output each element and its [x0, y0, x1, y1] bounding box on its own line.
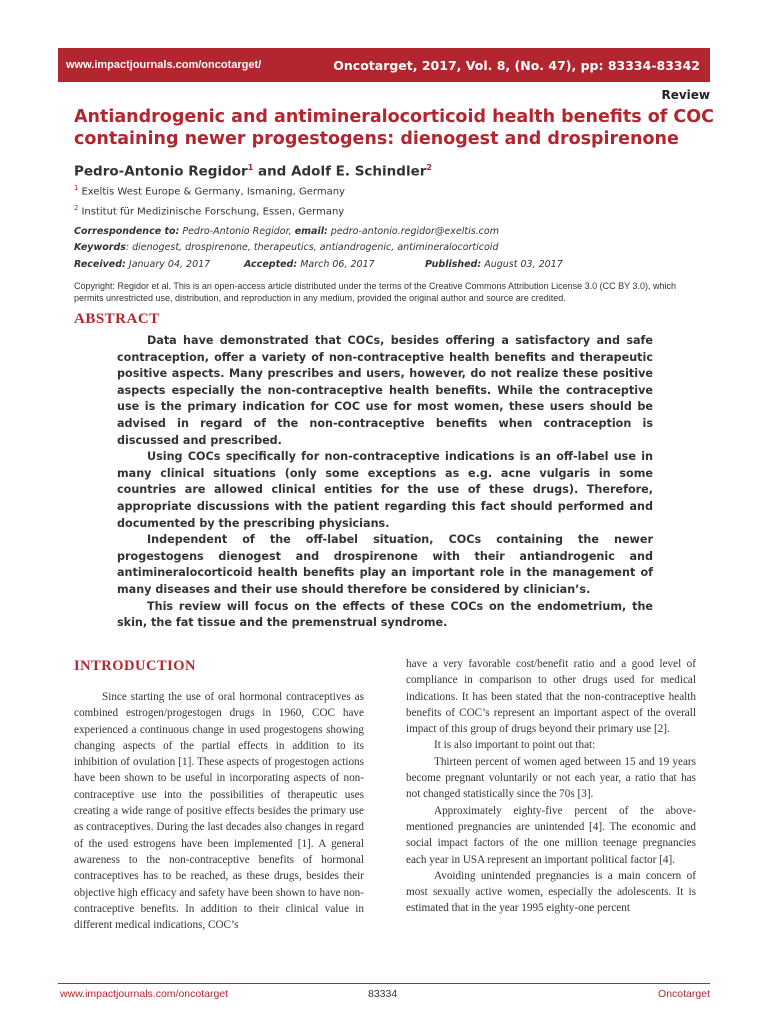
body-paragraph: Approximately eighty-five percent of the above-mentioned pregnancies are unintended [4]. The economic and social impact factors of the one million teenage pregnancies each year in USA represent an important political factor [4]. — [406, 804, 696, 866]
journal-header-bar — [58, 48, 710, 82]
body-paragraph: Thirteen percent of women aged between 15 and 19 years become pregnant voluntarily or not each year, a ratio that has not changed statistically since the 70s [3]. — [406, 755, 696, 801]
author-list — [74, 163, 432, 180]
body-column-left — [74, 689, 364, 933]
affiliation-text: Institut für Medizinische Forschung, Essen, Germany — [81, 206, 345, 218]
body-paragraph: Since starting the use of oral hormonal contraceptives as combined estrogen/progestogen drugs in 1960, COC have experienced a continuous change in used progestogens showing changing aspects of the partial effects in addition to its inhibition of ovulation [1]. These aspects of progestogen actions have been shown to be useful in incorporating aspects of non-contraceptive use into the possibilities of therapeutic uses creating a wide range of positive effects besides the primary use as contraceptives. During the last decades also changes in regard of the used estrogens have been implemented [1]. A general awareness to the non-contraceptive benefits of hormonal contraceptives has to be reached, as these drugs, besides their objective high efficacy and safety have been shown to have non-contraceptive benefits. In addition to their clinical value in different medical indications, COC’s — [74, 691, 364, 932]
abstract-body — [117, 333, 653, 632]
body-column-right — [406, 656, 696, 917]
correspondence-line — [74, 226, 499, 237]
copyright-notice: Copyright: Regidor et al. This is an open-access article distributed under the terms of the Creative Commons Attribution License 3.0 (CC BY 3.0), which permits unrestricted use, distribution, and reproduction in any medium, provided the original author and source are credited. — [74, 281, 676, 303]
footer-divider — [58, 983, 710, 984]
abstract-paragraph: Data have demonstrated that COCs, besides offering a satisfactory and safe contraception, offer a variety of non-contraceptive health benefits and therapeutic positive aspects. Many prescribes and users, however, do not realize these positive aspects especially the non-contraceptive health benefits. While the contraceptive use is the primary indication for COC use for most women, these users should be advised in regard of the non-contraceptive benefits when contraception is discussed and prescribed. — [117, 334, 653, 447]
author-joiner: and — [253, 163, 292, 180]
keywords-text: : dienogest, drospirenone, therapeutics, antiandrogenic, antimineralocorticoid — [125, 242, 499, 253]
published-value: August 03, 2017 — [484, 259, 563, 270]
accepted-label: Accepted: — [244, 259, 298, 270]
footer-journal-name: Oncotarget — [658, 988, 710, 1000]
author-name: Adolf E. Schindler — [291, 163, 427, 180]
affiliation-text: Exeltis West Europe & Germany, Ismaning, Germany — [81, 186, 345, 198]
body-paragraph: Avoiding unintended pregnancies is a main concern of most sexually active women, especially the adolescents. It is estimated that in the year 1995 eighty-one percent — [406, 869, 696, 915]
page-number: 83334 — [368, 988, 398, 1000]
abstract-paragraph: Using COCs specifically for non-contraceptive indications is an off-label use in many clinical situations (only some exceptions as e.g. acne vulgaris in some countries are allowed clinical entities for the use of these drugs). Therefore, appropriate discussions with the patient regarding this fact should performed and documented by the prescribing physicians. — [117, 450, 653, 530]
affiliation-marker: 2 — [74, 204, 79, 212]
received-label: Received: — [74, 259, 126, 270]
keywords-line — [74, 242, 498, 253]
affiliation-2 — [74, 204, 344, 217]
body-paragraph: It is also important to point out that: — [434, 739, 596, 752]
article-title: Antiandrogenic and antimineralocorticoid health benefits of COC containing newer progestogens: dienogest and drospirenone — [74, 107, 714, 149]
published-label: Published: — [425, 259, 482, 270]
article-type: Review — [661, 88, 710, 102]
abstract-paragraph: Independent of the off-label situation, COCs containing the newer progestogens dienogest and drospirenone with their antiandrogenic and antimineralocorticoid health benefits play an important role in the management of many diseases and their use should therefore be considered by clinician’s. — [117, 533, 653, 596]
accepted-date — [244, 259, 375, 270]
keywords-label: Keywords — [74, 242, 126, 253]
introduction-heading: INTRODUCTION — [74, 658, 197, 674]
author-name: Pedro-Antonio Regidor — [74, 163, 248, 180]
journal-citation: Oncotarget, 2017, Vol. 8, (No. 47), pp: 83334-83342 — [333, 57, 700, 73]
email-label: email: — [294, 226, 328, 237]
published-date — [425, 259, 563, 270]
received-value: January 04, 2017 — [128, 259, 211, 270]
correspondence-label: Correspondence to: — [74, 226, 180, 237]
abstract-heading: ABSTRACT — [74, 311, 160, 327]
correspondence-name: Pedro-Antonio Regidor, — [182, 226, 292, 237]
correspondence-email-link[interactable]: pedro-antonio.regidor@exeltis.com — [330, 226, 499, 237]
affiliation-marker: 1 — [74, 184, 79, 192]
footer-journal-link[interactable]: www.impactjournals.com/oncotarget — [60, 988, 229, 1000]
accepted-value: March 06, 2017 — [300, 259, 375, 270]
abstract-paragraph: This review will focus on the effects of these COCs on the endometrium, the skin, the fat tissue and the premenstrual syndrome. — [117, 599, 653, 630]
received-date — [74, 259, 210, 270]
journal-url-link[interactable]: www.impactjournals.com/oncotarget/ — [66, 59, 262, 71]
author-affiliation-marker: 1 — [247, 163, 254, 172]
body-paragraph-continued: have a very favorable cost/benefit ratio and a good level of compliance in comparison to other drugs used for medical indications. It has been stated that the non-contraceptive health benefits of COC’s represent an important aspect of the overall impact of this group of drugs beyond their primary use [2]. — [406, 658, 696, 736]
author-affiliation-marker: 2 — [426, 163, 432, 172]
affiliation-1 — [74, 184, 345, 197]
